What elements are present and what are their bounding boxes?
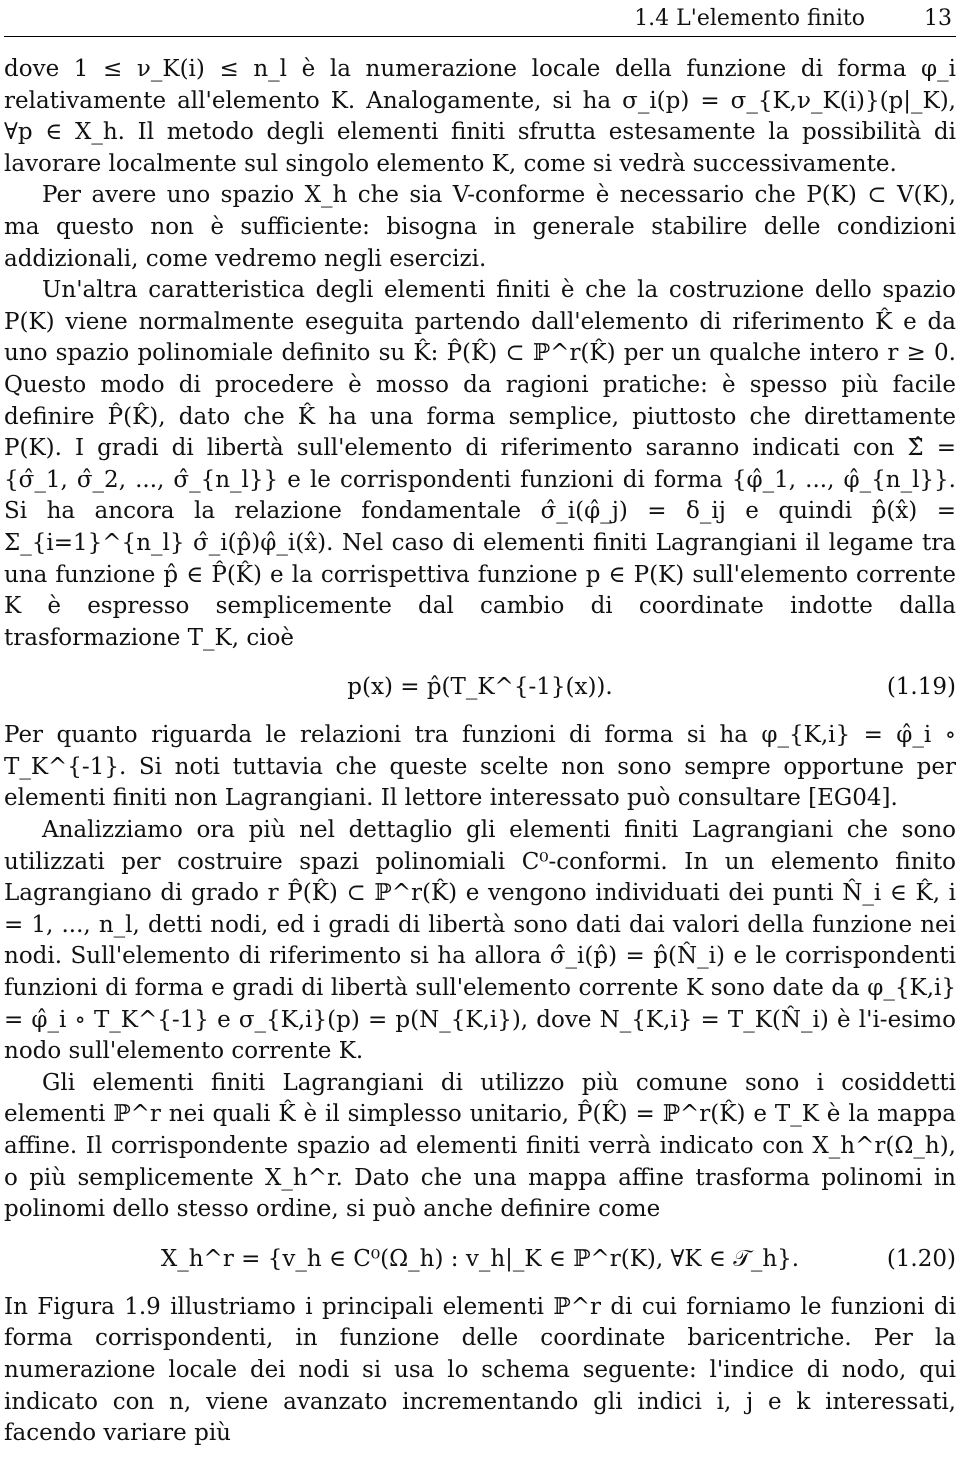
equation-1-19 bbox=[4, 654, 956, 720]
paragraph-3: Un'altra caratteristica degli elementi finiti è che la costruzione dello spazio P(K) viene normalmente eseguita partendo dall'elemento di riferimento K̂ e da uno spazio polinomiale definito su K̂: P̂(K̂) ⊂ ℙ^r(K̂) per un qualche intero r ≥ 0. Questo modo di procedere è mosso da ragioni pratiche: è spesso più facile definire P̂(K̂), dato che K̂ ha una forma semplice, piuttosto che direttamente P(K). I gradi di libertà sull'elemento di riferimento saranno indicati con Σ̂ = {σ̂_1, σ̂_2, ..., σ̂_{n_l}} e le corrispondenti funzioni di forma {φ̂_1, ..., φ̂_{n_l}}. Si ha ancora la relazione fondamentale σ̂_i(φ̂_j) = δ_ij e quindi p̂(x̂) = Σ_{i=1}^{n_l} σ̂_i(p̂)φ̂_i(x̂). Nel caso di elementi finiti Lagrangiani il legame tra una funzione p̂ ∈ P̂(K̂) e la corrispettiva funzione p ∈ P(K) sull'elemento corrente K è espresso semplicemente dal cambio di coordinate indotte dalla trasformazione T_K, cioè bbox=[4, 277, 956, 651]
running-header bbox=[634, 6, 952, 31]
paragraph-7: In Figura 1.9 illustriamo i principali elementi ℙ^r di cui forniamo le funzioni di forma corrispondenti, in funzione delle coordinate baricentriche. Per la numerazione locale dei nodi si usa lo schema seguente: l'indice di nodo, qui indicato con n, viene avanzato incrementando gli indici i, j e k interessati, facendo variare più bbox=[4, 1293, 956, 1447]
paragraph-4: Per quanto riguarda le relazioni tra funzioni di forma si ha φ_{K,i} = φ̂_i ∘ T_K^{-1}. Si noti tuttavia che queste scelte non sono sempre opportune per elementi finiti non Lagrangiani. Il lettore interessato può consultare [EG04]. bbox=[4, 722, 956, 812]
paragraph-5: Analizziamo ora più nel dettaglio gli elementi finiti Lagrangiani che sono utilizzati per costruire spazi polinomiali C⁰-conformi. In un elemento finito Lagrangiano di grado r P̂(K̂) ⊂ ℙ^r(K̂) e vengono individuati dei punti N̂_i ∈ K̂, i = 1, ..., n_l, detti nodi, ed i gradi di libertà sono dati dai valori della funzione nei nodi. Sull'elemento di riferimento si ha allora σ̂_i(p̂) = p̂(N̂_i) e le corrispondenti funzioni di forma e gradi di libertà sull'elemento corrente K sono date da φ_{K,i} = φ̂_i ∘ T_K^{-1} e σ_{K,i}(p) = p(N_{K,i}), dove N_{K,i} = T_K(N̂_i) è l'i-esimo nodo sull'elemento corrente K. bbox=[4, 817, 956, 1065]
equation-1-20 bbox=[4, 1226, 956, 1292]
equation-formula: X_h^r = {v_h ∈ C⁰(Ω_h) : v_h|_K ∈ ℙ^r(K), ∀K ∈ 𝒯_h}. bbox=[160, 1245, 800, 1272]
equation-number: (1.20) bbox=[886, 1245, 956, 1272]
equation-number: (1.19) bbox=[886, 674, 956, 701]
section-title: 1.4 L'elemento finito bbox=[634, 6, 865, 31]
paragraph-1: dove 1 ≤ ν_K(i) ≤ n_l è la numerazione locale della funzione di forma φ_i relativamente all'elemento K. Analogamente, si ha σ_i(p) = σ_{K,ν_K(i)}(p|_K), ∀p ∈ X_h. Il metodo degli elementi finiti sfrutta estesamente la possibilità di lavorare localmente sul singolo elemento K, come si vedrà successivamente. bbox=[4, 56, 956, 177]
equation-formula: p(x) = p̂(T_K^{-1}(x)). bbox=[347, 674, 613, 701]
paragraph-2: Per avere uno spazio X_h che sia V-conforme è necessario che P(K) ⊂ V(K), ma questo non è sufficiente: bisogna in generale stabilire delle condizioni addizionali, come vedremo negli esercizi. bbox=[4, 182, 956, 272]
paragraph-6: Gli elementi finiti Lagrangiani di utilizzo più comune sono i cosiddetti elementi ℙ^r nei quali K̂ è il simplesso unitario, P̂(K̂) = ℙ^r(K̂) e T_K è la mappa affine. Il corrispondente spazio ad elementi finiti verrà indicato con X_h^r(Ω_h), o più semplicemente X_h^r. Dato che una mappa affine trasforma polinomi in polinomi dello stesso ordine, si può anche definire come bbox=[4, 1069, 956, 1223]
text-body bbox=[4, 54, 956, 1450]
page-number: 13 bbox=[924, 6, 952, 31]
header-rule bbox=[4, 36, 956, 37]
